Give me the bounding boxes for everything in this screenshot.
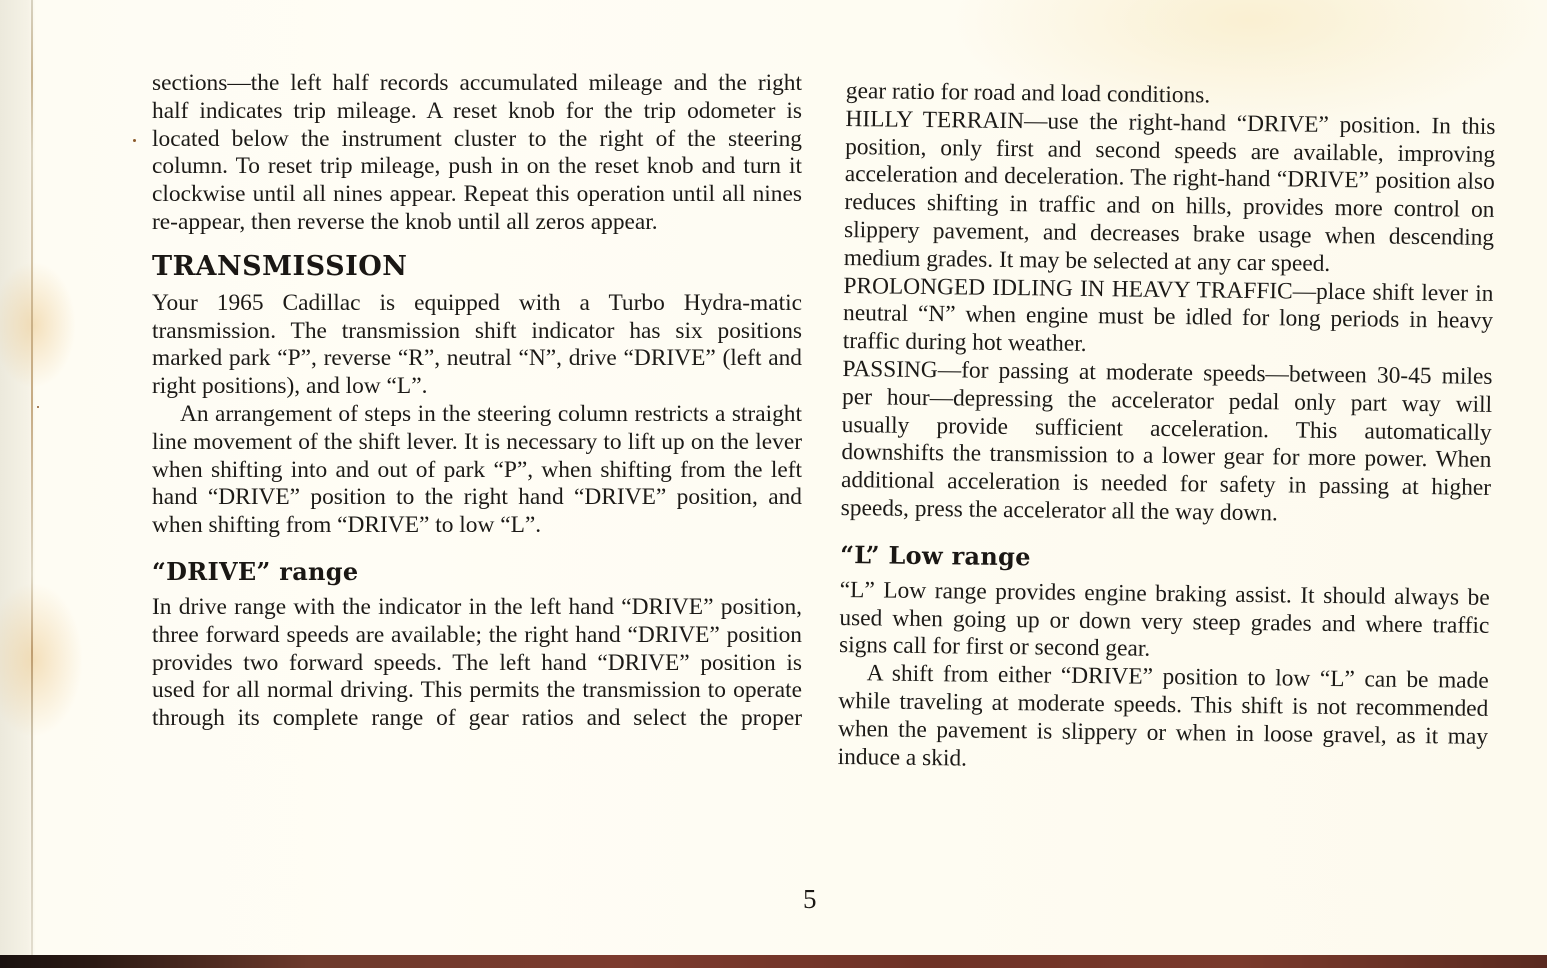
paper-speck <box>133 139 136 142</box>
table-surface-edge <box>0 955 1547 968</box>
drive-range-heading: “DRIVE” range <box>152 556 359 586</box>
page-number: 5 <box>803 884 817 914</box>
binding-gutter <box>31 0 33 958</box>
paper-speck <box>37 406 39 408</box>
gear-ratio-continued: gear ratio for road and load conditions. <box>845 78 1211 109</box>
low-range-paragraph-2: A shift from either “DRIVE” position to low “L” can be made while traveling at moderate speeds. This shift is not recommended when the pavement is slippery or when in loose gravel, as it may induce a skid. <box>837 660 1489 772</box>
transmission-heading: TRANSMISSION <box>152 250 408 282</box>
passing-paragraph: PASSING—for passing at moderate speeds—between 30-45 miles per hour—depressing the accelerator pedal only part way will usually provide sufficient acceleration. This automatically downshifts the transmission to a lower gear for more power. When additional acceleration is needed for safety in passing at higher speeds, press the accelerator all the way down. <box>840 355 1493 527</box>
right-column <box>838 78 1496 779</box>
transmission-paragraph-1: Your 1965 Cadillac is equipped with a Turbo Hydra-matic transmission. The transmission shift indicator has six positions marked park “P”, reverse “R”, neutral “N”, drive “DRIVE” (left and right positions), and low “L”. <box>152 289 802 400</box>
left-column <box>152 70 802 733</box>
prolonged-idling-paragraph: PROLONGED IDLING IN HEAVY TRAFFIC—place shift lever in neutral “N” when engine must be idled for long periods in heavy traffic during hot weather. <box>842 272 1494 358</box>
hilly-terrain-paragraph: HILLY TERRAIN—use the right-hand “DRIVE” position. In this position, only first and second speeds are available, improving acceleration and deceleration. The right-hand “DRIVE” position also reduces shifting in traffic and on hills, provides more control on slippery pavement, and decreases brake usage when descending medium grades. It may be selected at any car speed. <box>843 105 1496 277</box>
drive-range-paragraph: In drive range with the indicator in the left hand “DRIVE” position, three forward speeds are available; the right hand “DRIVE” position provides two forward speeds. The left hand “DRIVE” position is used for all normal driving. This permits the transmission to operate through its complete range of gear ratios and select the proper <box>152 593 802 732</box>
low-range-paragraph-1: “L” Low range provides engine braking assist. It should always be used when going up or down very steep grades and where traffic signs call for first or second gear. <box>838 576 1490 663</box>
transmission-paragraph-2: An arrangement of steps in the steering column restricts a straight line movement of the shift lever. It is necessary to lift up on the lever when shifting into and out of park “P”, when shifting from the left hand “DRIVE” position to the right hand “DRIVE” position, and when shifting from “DRIVE” to low “L”. <box>152 400 802 539</box>
low-range-heading: “L” Low range <box>840 539 1031 572</box>
odometer-paragraph: sections—the left half records accumulated mileage and the right half indicates trip mileage. A reset knob for the trip odometer is located below the instrument cluster to the right of the steering column. To reset trip mileage, push in on the reset knob and turn it clockwise until all nines appear. Repeat this operation until all nines re-appear, then reverse the knob until all zeros appear. <box>152 70 802 235</box>
